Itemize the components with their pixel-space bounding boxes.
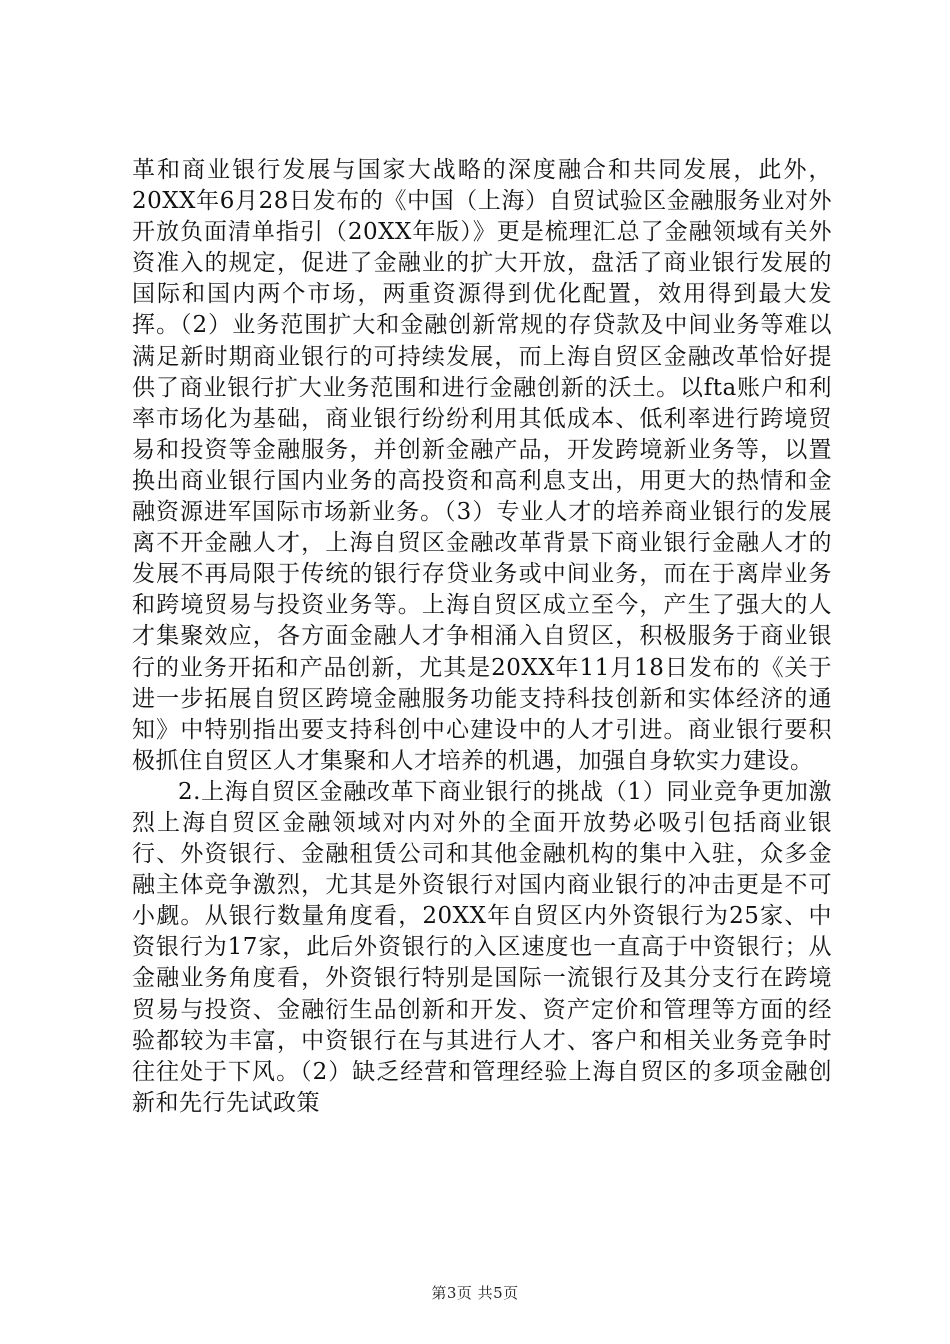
paragraph-continued: 革和商业银行发展与国家大战略的深度融合和共同发展，此外，20XX年6月28日发布的《中国（上海）自贸试验区金融服务业对外开放负面清单指引（20XX年版）》更是梳理汇总了金融领域有关外资准入的规定，促进了金融业的扩大开放，盘活了商业银行发展的国际和国内两个市场，两重资源得到优化配置，效用得到最大发挥。（2）业务范围扩大和金融创新常规的存贷款及中间业务等难以满足新时期商业银行的可持续发展，而上海自贸区金融改革恰好提供了商业银行扩大业务范围和进行金融创新的沃土。以fta账户和利率市场化为基础，商业银行纷纷利用其低成本、低利率进行跨境贸易和投资等金融服务，并创新金融产品，开发跨境新业务等，以置换出商业银行国内业务的高投资和高利息支出，用更大的热情和金融资源进军国际市场新业务。（3）专业人才的培养商业银行的发展离不开金融人才，上海自贸区金融改革背景下商业银行金融人才的发展不再局限于传统的银行存贷业务或中间业务，而在于离岸业务和跨境贸易与投资业务等。上海自贸区成立至今，产生了强大的人才集聚效应，各方面金融人才争相涌入自贸区，积极服务于商业银行的业务开拓和产品创新，尤其是20XX年11月18日发布的《关于进一步拓展自贸区跨境金融服务功能支持科技创新和实体经济的通知》中特别指出要支持科创中心建设中的人才引进。商业银行要积极抓住自贸区人才集聚和人才培养的机遇，加强自身软实力建设。 bbox=[132, 157, 832, 774]
paragraph-challenges: 2.上海自贸区金融改革下商业银行的挑战（1）同业竞争更加激烈上海自贸区金融领域对内对外的全面开放势必吸引包括商业银行、外资银行、金融租赁公司和其他金融机构的集中入驻，众多金融主体竞争激烈，尤其是外资银行对国内商业银行的冲击更是不可小觑。从银行数量角度看，20XX年自贸区内外资银行为25家、中资银行为17家，此后外资银行的入区速度也一直高于中资银行；从金融业务角度看，外资银行特别是国际一流银行及其分支行在跨境贸易与投资、金融衍生品创新和开发、资产定价和管理等方面的经验都较为丰富，中资银行在与其进行人才、客户和相关业务竞争时往往处于下风。（2）缺乏经营和管理经验上海自贸区的多项金融创新和先行先试政策 bbox=[132, 778, 832, 1116]
page-footer: 第3页 共5页 bbox=[431, 1284, 519, 1302]
document-body bbox=[132, 155, 832, 1119]
